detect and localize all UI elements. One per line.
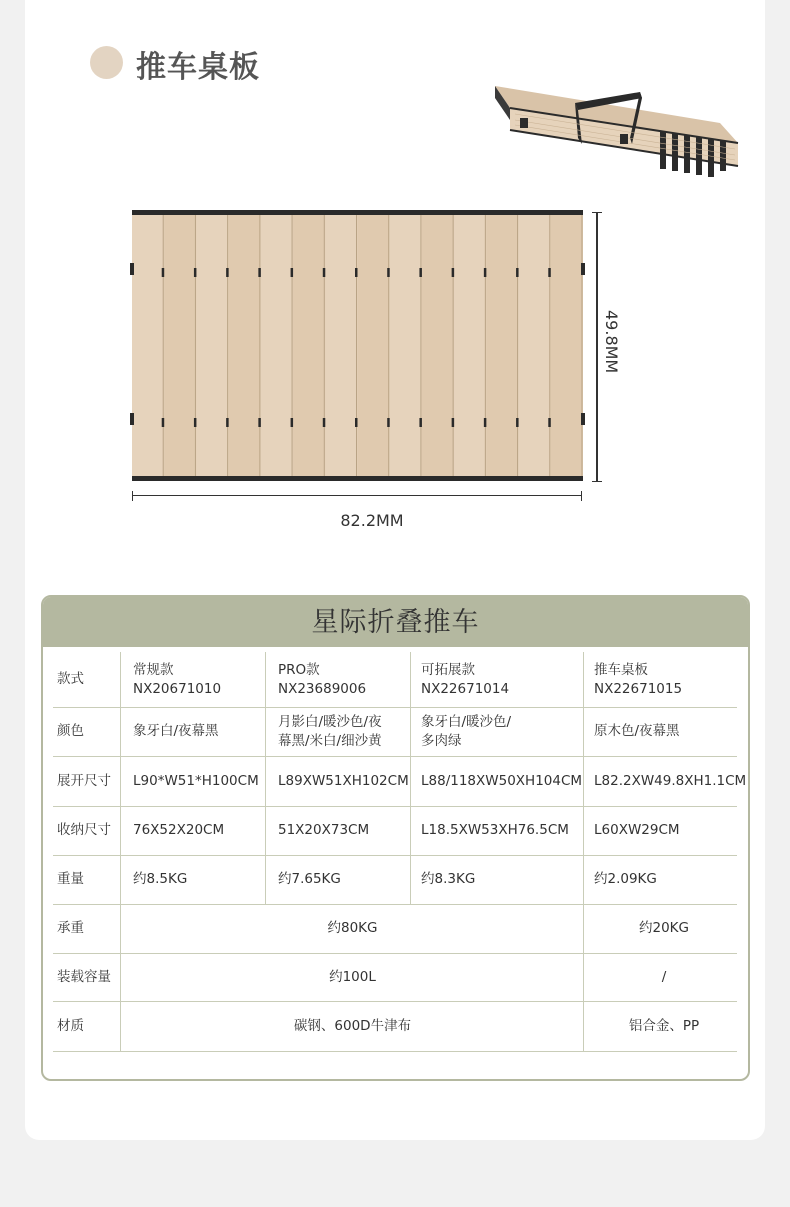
table-row — [53, 756, 747, 807]
table-row — [53, 855, 737, 905]
table-row — [53, 904, 737, 954]
folded-board-image — [490, 68, 750, 178]
table-cell: L18.5XW53XH76.5CM — [421, 822, 569, 838]
unfolded-board-image — [130, 208, 585, 483]
section-dot-icon — [90, 46, 123, 79]
board-slat — [390, 215, 421, 476]
section-title: 推车桌板 — [136, 50, 260, 85]
row-label: 收纳尺寸 — [57, 822, 111, 838]
table-cell-merged: 约80KG — [327, 920, 378, 936]
table-cell: L89XW51XH102CM — [278, 772, 409, 789]
board-slat — [132, 215, 163, 476]
table-cell: 月影白/暖沙色/夜 幕黑/米白/细沙黄 — [278, 713, 382, 749]
board-slat — [486, 215, 517, 476]
table-cell: 推车桌板 NX22671015 — [594, 661, 683, 697]
table-cell: 常规款 NX20671010 — [133, 661, 222, 697]
table-row — [53, 652, 737, 708]
board-slat — [551, 215, 582, 476]
row-label: 重量 — [57, 871, 84, 887]
table-cell: 76X52X20CM — [133, 822, 225, 838]
table-row — [53, 806, 737, 856]
spec-table-title: 星际折叠推车 — [43, 597, 748, 647]
table-row — [53, 707, 737, 757]
table-cell: 51X20X73CM — [278, 822, 370, 838]
row-label: 展开尺寸 — [57, 772, 111, 789]
table-cell: 象牙白/夜幕黑 — [133, 723, 219, 739]
board-slat — [519, 215, 550, 476]
table-cell: 约8.3KG — [421, 871, 476, 887]
board-slat — [325, 215, 356, 476]
table-row — [53, 953, 737, 1002]
table-cell: 原木色/夜幕黑 — [594, 723, 680, 739]
table-cell-merged: 约100L — [329, 968, 376, 985]
row-label: 装载容量 — [57, 968, 111, 985]
table-cell: 铝合金、PP — [628, 1017, 700, 1034]
height-dimension-line — [596, 212, 598, 482]
table-cell: L60XW29CM — [594, 822, 680, 838]
row-label: 款式 — [57, 671, 84, 687]
table-cell: 约2.09KG — [594, 871, 657, 887]
table-cell: 可拓展款 NX22671014 — [421, 661, 510, 697]
board-slat — [196, 215, 227, 476]
width-dimension-label: 82.2MM — [340, 511, 404, 530]
board-slat — [229, 215, 260, 476]
row-label: 承重 — [57, 920, 84, 936]
board-slat — [422, 215, 453, 476]
table-cell: PRO款 NX23689006 — [278, 661, 367, 697]
height-dimension-label: 49.8MM — [602, 310, 621, 374]
width-dimension-line — [132, 495, 582, 496]
board-slat — [358, 215, 389, 476]
table-cell: 约7.65KG — [278, 871, 341, 887]
row-label: 颜色 — [57, 723, 84, 739]
table-cell-merged: 碳钢、600D牛津布 — [293, 1017, 412, 1034]
table-cell: 约8.5KG — [133, 871, 188, 887]
board-slat — [293, 215, 324, 476]
table-row — [53, 1001, 737, 1052]
board-slat — [164, 215, 195, 476]
board-slat — [261, 215, 292, 476]
table-cell: 约20KG — [639, 920, 689, 936]
table-cell: / — [661, 968, 667, 985]
table-cell: 象牙白/暖沙色/ 多肉绿 — [421, 713, 512, 749]
spec-table — [41, 595, 750, 1081]
board-slat — [454, 215, 485, 476]
table-cell: L82.2XW49.8XH1.1CM — [594, 772, 747, 789]
table-cell: L88/118XW50XH104CM — [421, 772, 583, 789]
table-cell: L90*W51*H100CM — [133, 772, 259, 789]
row-label: 材质 — [57, 1017, 84, 1034]
